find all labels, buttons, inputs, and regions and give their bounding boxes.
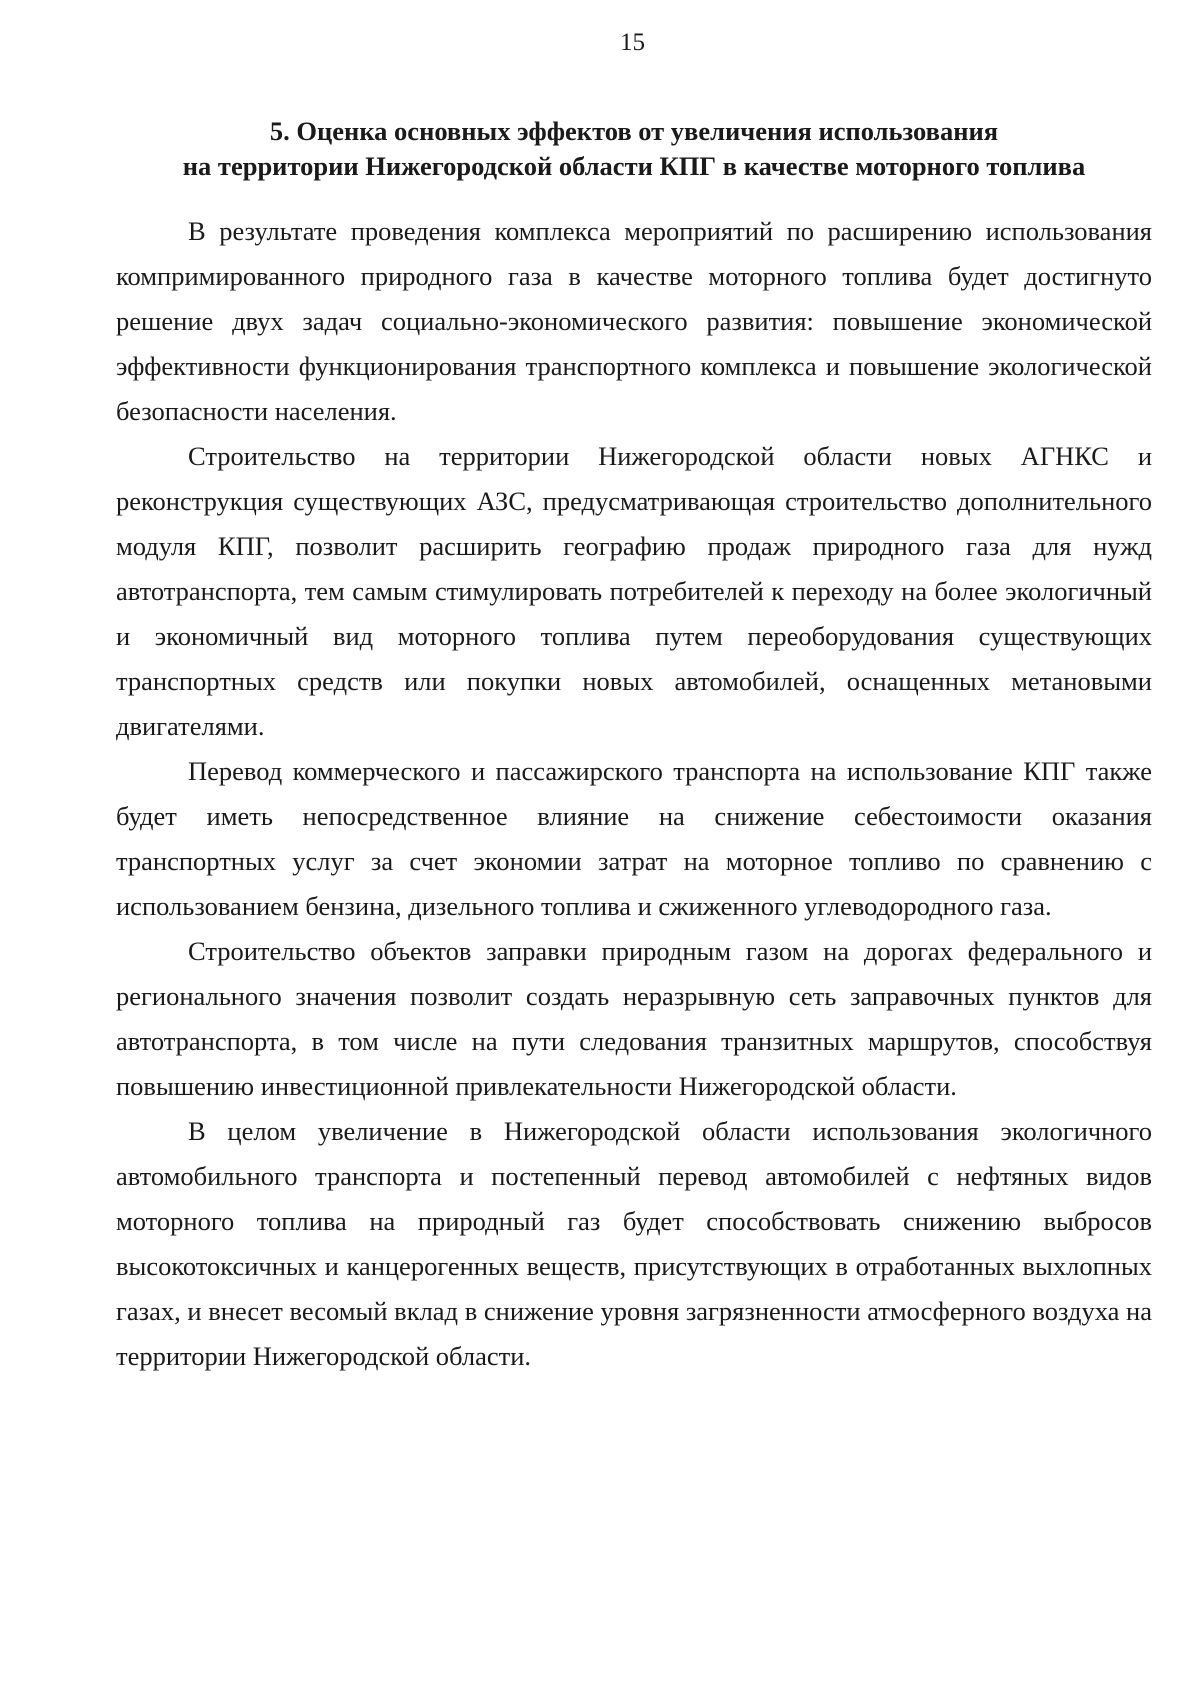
paragraph-5: В целом увеличение в Нижегородской области использования экологичного автомобильного транспорта и постепенный перевод автомобилей с нефтяных видов моторного топлива на природный газ будет способствовать снижению выбросов высокотоксичных и канцерогенных веществ, присутствующих в отработанных выхлопных газах, и внесет весомый вклад в снижение уровня загрязненности атмосферного воздуха на территории Нижегородской области. <box>116 1116 1152 1371</box>
section-title-line-2: на территории Нижегородской области КПГ в качестве моторного топлива <box>182 151 1086 181</box>
paragraph-4: Строительство объектов заправки природным газом на дорогах федерального и регионального значения позволит создать неразрывную сеть заправочных пунктов для автотранспорта, в том числе на пути следования транзитных маршрутов, способствуя повышению инвестиционной привлекательности Нижегородской области. <box>116 936 1152 1101</box>
paragraph-2: Строительство на территории Нижегородской области новых АГНКС и реконструкция существующих АЗС, предусматривающая строительство дополнительного модуля КПГ, позволит расширить географию продаж природного газа для нужд автотранспорта, тем самым стимулировать потребителей к переходу на более экологичный и экономичный вид моторного топлива путем переоборудования существующих транспортных средств или покупки новых автомобилей, оснащенных метановыми двигателями. <box>116 441 1152 741</box>
body-text <box>116 209 1152 1379</box>
section-title-line-1: 5. Оценка основных эффектов от увеличения использования <box>269 116 999 146</box>
section-title <box>116 114 1152 184</box>
paragraph-3: Перевод коммерческого и пассажирского транспорта на использование КПГ также будет иметь непосредственное влияние на снижение себестоимости оказания транспортных услуг за счет экономии затрат на моторное топливо по сравнению с использованием бензина, дизельного топлива и сжиженного углеводородного газа. <box>116 756 1152 921</box>
paragraph-1: В результате проведения комплекса мероприятий по расширению использования компримированного природного газа в качестве моторного топлива будет достигнуто решение двух задач социально-экономического развития: повышение экономической эффективности функционирования транспортного комплекса и повышение экологической безопасности населения. <box>116 216 1152 426</box>
page-number: 15 <box>620 29 645 56</box>
